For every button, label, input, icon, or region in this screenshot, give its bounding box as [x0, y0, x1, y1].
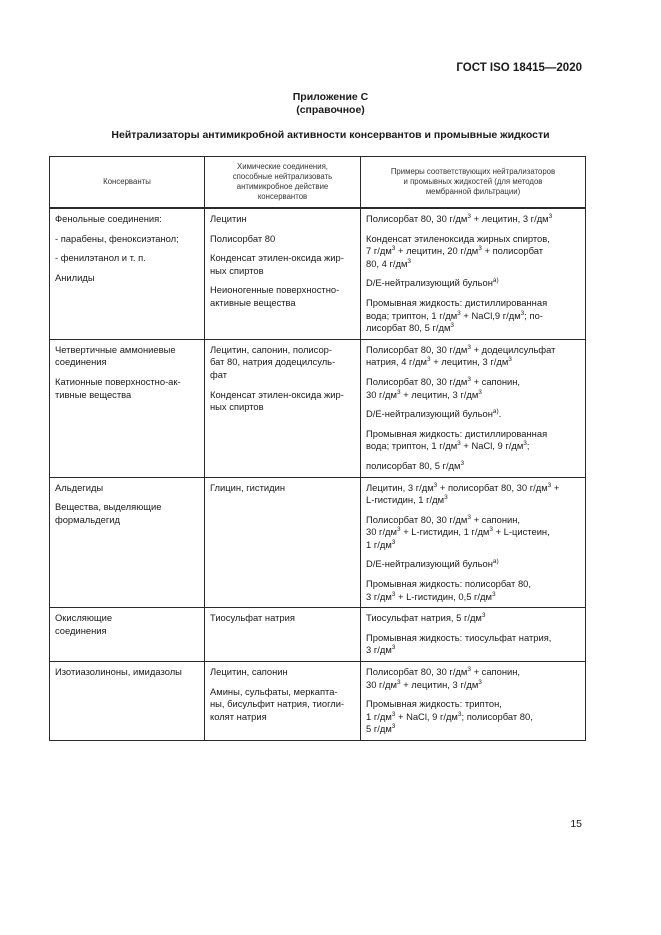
- cell-text: [366, 514, 581, 552]
- cell-line: 1 $г/дм^3$ + NaCl, 9 $г/дм^3$; полисорбат 80,: [366, 710, 533, 722]
- cell-text: [366, 344, 581, 369]
- cell-text: [210, 482, 356, 495]
- cell-text: [55, 344, 200, 369]
- superscript: 3: [391, 590, 396, 598]
- cell-line: 1 $г/дм^3$: [366, 538, 396, 550]
- cell-text: [55, 612, 200, 637]
- cell-line: ны, бисульфит натрия, тиогли-: [210, 698, 345, 710]
- superscript: 3: [508, 356, 512, 364]
- footnote-mark: a): [492, 558, 499, 566]
- cell-text: [366, 482, 581, 507]
- cell-line: полисорбат 80, 5 $г/дм^3$: [366, 459, 465, 471]
- superscript: 3: [548, 212, 553, 220]
- header-line: мембранной фильтрации): [425, 187, 521, 196]
- cell-text: [55, 666, 200, 679]
- preservative-cell: [50, 339, 205, 477]
- superscript: 3: [450, 322, 455, 330]
- neutralizer-cell: [361, 208, 586, 339]
- superscript: 3: [478, 245, 482, 253]
- cell-line: L-гистидин, 1 $г/дм^3$: [366, 493, 448, 506]
- cell-line: 3 $г/дм^3$ + L-гистидин, 0,5 $г/дм^3$: [366, 590, 496, 602]
- cell-text: [210, 252, 356, 277]
- superscript: 3: [467, 513, 471, 521]
- table-row: [50, 339, 586, 477]
- cell-text: [210, 686, 356, 724]
- cell-text: [210, 389, 356, 414]
- footnote-mark: a): [492, 408, 499, 415]
- superscript: 3: [478, 388, 482, 396]
- cell-line: вода; триптон, 1 $г/дм^3$ + NaCl, 9 $г/дм^3$;: [366, 440, 530, 452]
- header-line: консервантов: [257, 192, 308, 201]
- cell-text: [366, 612, 581, 625]
- cell-line: Окисляющие: [55, 612, 113, 624]
- header-line: и промывных жидкостей (для методов: [403, 177, 543, 186]
- header-line: Консерванты: [103, 177, 151, 186]
- compound-cell: [205, 608, 361, 662]
- cell-line: натрия, 4 $г/дм^3$ + лецитин, 3 $г/дм^3$: [366, 356, 512, 368]
- cell-text: [210, 284, 356, 309]
- page-number: 15: [570, 818, 582, 830]
- cell-text: [55, 376, 200, 401]
- compound-cell: [205, 339, 361, 477]
- cell-text: [366, 698, 581, 736]
- cell-line: Промывная жидкость: дистиллированная: [366, 427, 548, 439]
- cell-line: D/E-нейтрализующий бульон$^{a)}$: [366, 277, 499, 289]
- superscript: 3: [457, 440, 461, 448]
- cell-line: соединения: [55, 356, 107, 368]
- cell-line: вода; триптон, 1 $г/дм^3$ + NaCl,9 $г/дм^3$; по-: [366, 309, 543, 321]
- cell-text: [366, 376, 581, 401]
- superscript: 3: [396, 388, 401, 396]
- preservative-cell: [50, 208, 205, 339]
- superscript: 3: [444, 493, 448, 501]
- superscript: 3: [391, 723, 396, 731]
- cell-line: 3 $г/дм^3$: [366, 644, 396, 656]
- superscript: 3: [491, 590, 496, 598]
- cell-line: Лецитин, сапонин: [210, 666, 288, 678]
- cell-line: Промывная жидкость: триптон,: [366, 698, 502, 710]
- cell-line: соединения: [55, 624, 107, 636]
- cell-line: Лецитин: [210, 213, 247, 224]
- cell-line: Конденсат этиленоксида жирных спиртов,: [366, 232, 550, 244]
- superscript: 3: [457, 309, 461, 317]
- cell-text: [366, 233, 581, 271]
- neutralizer-cell: [361, 477, 586, 608]
- superscript: 3: [489, 526, 493, 534]
- cell-text: [210, 612, 356, 625]
- header-line: Примеры соответствующих нейтрализаторов: [390, 167, 556, 176]
- cell-line: лисорбат 80, 5 $г/дм^3$: [366, 322, 455, 334]
- superscript: 3: [467, 375, 471, 383]
- annex-heading: [0, 91, 661, 117]
- cell-line: Четвертичные аммониевые: [55, 343, 176, 355]
- superscript: 3: [407, 257, 412, 265]
- table-row: [50, 477, 586, 608]
- table-row: [50, 608, 586, 662]
- cell-text: [210, 213, 356, 226]
- compound-cell: [205, 208, 361, 339]
- cell-line: Полисорбат 80: [210, 232, 276, 244]
- neutralizers-table: [49, 156, 586, 741]
- column-header-neutralizer-examples: [361, 157, 586, 209]
- cell-line: Полисорбат 80, 30 $г/дм^3$ + сапонин,: [366, 375, 521, 387]
- superscript: 3: [391, 644, 396, 652]
- superscript: 3: [457, 710, 462, 718]
- compound-cell: [205, 662, 361, 741]
- annex-title: Приложение С: [292, 91, 369, 103]
- cell-line: - фенилэтанол и т. п.: [55, 252, 146, 264]
- cell-line: тивные вещества: [55, 388, 132, 400]
- superscript: 3: [467, 665, 471, 673]
- document-id: ГОСТ ISO 18415—2020: [456, 62, 582, 74]
- cell-text: [210, 233, 356, 246]
- cell-line: 30 $г/дм^3$ + лецитин, 3 $г/дм^3$: [366, 678, 482, 690]
- cell-line: фат: [210, 368, 228, 380]
- cell-line: Полисорбат 80, 30 $г/дм^3$ + додецилсульфат: [366, 343, 556, 355]
- superscript: 3: [467, 343, 471, 351]
- cell-line: Неионогенные поверхностно-: [210, 284, 340, 296]
- cell-text: [366, 578, 581, 603]
- cell-line: D/E-нейтрализующий бульон$^{a)}$.: [366, 408, 502, 420]
- cell-line: 30 $г/дм^3$ + L-гистидин, 1 $г/дм^3$ + L-цистеин,: [366, 526, 550, 538]
- superscript: 3: [396, 526, 401, 534]
- cell-text: [366, 408, 581, 421]
- cell-text: [55, 501, 200, 526]
- neutralizer-cell: [361, 608, 586, 662]
- annex-type: (справочное): [296, 104, 365, 116]
- superscript: 3: [481, 612, 486, 620]
- superscript: 3: [391, 245, 396, 253]
- cell-line: Фенольные соединения:: [55, 213, 162, 224]
- cell-line: D/E-нейтрализующий бульон$^{a)}$: [366, 558, 499, 570]
- cell-line: Промывная жидкость: дистиллированная: [366, 296, 548, 308]
- cell-line: Амины, сульфаты, меркапта-: [210, 685, 338, 697]
- cell-line: 5 $г/дм^3$: [366, 723, 396, 735]
- preservative-cell: [50, 662, 205, 741]
- cell-text: [366, 460, 581, 473]
- cell-text: [210, 344, 356, 382]
- cell-text: [55, 213, 200, 226]
- cell-line: Лецитин, 3 $г/дм^3$ + полисорбат 80, 30 $г/дм^3$ +: [366, 481, 560, 493]
- superscript: 3: [391, 710, 396, 718]
- cell-text: [366, 428, 581, 453]
- table-header-row: [50, 157, 586, 209]
- superscript: 3: [478, 678, 482, 686]
- cell-line: 80, 4 $г/дм^3$: [366, 257, 412, 269]
- cell-line: Конденсат этилен-оксида жир-: [210, 252, 344, 264]
- compound-cell: [205, 477, 361, 608]
- preservative-cell: [50, 608, 205, 662]
- footnote-mark: a): [492, 277, 499, 285]
- superscript: 3: [396, 678, 401, 686]
- cell-line: ных спиртов: [210, 401, 264, 413]
- cell-text: [366, 558, 581, 571]
- cell-line: Полисорбат 80, 30 $г/дм^3$ + лецитин, 3 $г/дм^3$: [366, 212, 553, 224]
- superscript: 3: [523, 440, 527, 448]
- cell-line: 7 $г/дм^3$ + лецитин, 20 $г/дм^3$ + полисорбат: [366, 245, 544, 257]
- superscript: 3: [460, 459, 465, 467]
- cell-line: колят натрия: [210, 710, 267, 722]
- table-title: Нейтрализаторы антимикробной активности консервантов и промывные жидкости: [111, 129, 550, 141]
- cell-line: Тиосульфат натрия: [210, 612, 295, 624]
- superscript: 3: [467, 212, 471, 220]
- neutralizer-cell: [361, 662, 586, 741]
- cell-text: [366, 632, 581, 657]
- neutralizer-cell: [361, 339, 586, 477]
- cell-line: Альдегиды: [55, 481, 104, 493]
- cell-line: Изотиазолиноны, имидазолы: [55, 666, 182, 678]
- cell-line: Тиосульфат натрия, 5 $г/дм^3$: [366, 612, 486, 624]
- cell-text: [55, 233, 200, 246]
- superscript: 3: [433, 481, 438, 489]
- cell-line: Вещества, выделяющие: [55, 501, 162, 513]
- cell-text: [55, 272, 200, 285]
- cell-text: [366, 277, 581, 290]
- cell-line: Анилиды: [55, 271, 95, 283]
- header-line: антимикробное действие: [236, 182, 329, 191]
- cell-line: Глицин, гистидин: [210, 481, 286, 493]
- superscript: 3: [426, 356, 431, 364]
- cell-line: Полисорбат 80, 30 $г/дм^3$ + сапонин,: [366, 665, 521, 678]
- header-line: способные нейтрализовать: [232, 172, 333, 181]
- cell-text: [55, 482, 200, 495]
- cell-line: ных спиртов: [210, 264, 264, 276]
- superscript: 3: [520, 309, 525, 317]
- cell-text: [55, 252, 200, 265]
- cell-line: Конденсат этилен-оксида жир-: [210, 388, 344, 400]
- cell-line: бат 80, натрия додецилсуль-: [210, 356, 336, 368]
- cell-line: 30 $г/дм^3$ + лецитин, 3 $г/дм^3$: [366, 388, 482, 400]
- table-row: [50, 662, 586, 741]
- column-header-preservatives: [50, 157, 205, 209]
- cell-line: Лецитин, сапонин, полисор-: [210, 343, 333, 355]
- cell-text: [366, 297, 581, 335]
- table-row: [50, 208, 586, 339]
- cell-line: - парабены, феноксиэтанол;: [55, 232, 179, 244]
- cell-text: [366, 666, 581, 691]
- cell-line: формальдегид: [55, 513, 120, 525]
- header-line: Химические соединения,: [237, 162, 328, 171]
- cell-text: [366, 213, 581, 226]
- cell-line: Промывная жидкость: полисорбат 80,: [366, 578, 531, 590]
- cell-line: Промывная жидкость: тиосульфат натрия,: [366, 631, 552, 643]
- superscript: 3: [547, 481, 552, 489]
- column-header-chemical-compounds: [205, 157, 361, 209]
- superscript: 3: [391, 538, 396, 546]
- cell-line: Катионные поверхностно-ак-: [55, 375, 181, 387]
- cell-line: Полисорбат 80, 30 $г/дм^3$ + сапонин,: [366, 513, 521, 525]
- cell-text: [210, 666, 356, 679]
- preservative-cell: [50, 477, 205, 608]
- cell-line: активные вещества: [210, 296, 296, 308]
